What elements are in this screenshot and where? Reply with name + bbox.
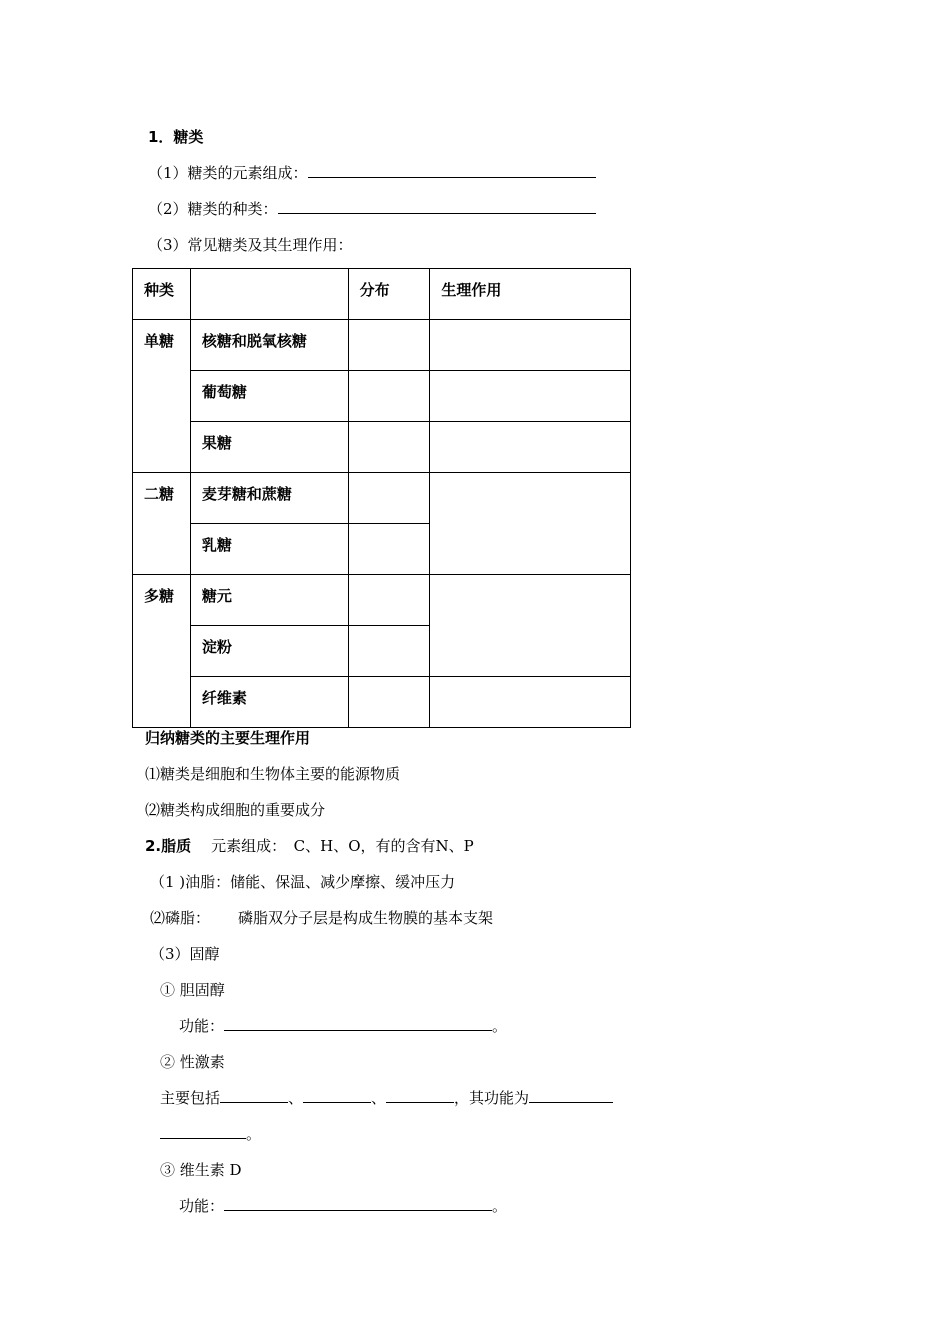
sterol-line: （3）固醇: [150, 945, 220, 963]
category-cell: 多糖: [133, 575, 191, 728]
question-2-text: （2）糖类的种类：: [148, 200, 278, 218]
phospholipid-label: ⑵磷脂：: [150, 909, 211, 927]
item-cell: 纤维素: [190, 677, 348, 728]
answer-blank-cholesterol[interactable]: [224, 1016, 492, 1031]
function-cell[interactable]: [430, 575, 631, 677]
vitamin-d-function: [179, 1196, 507, 1216]
function-is-label: ，其功能为: [454, 1089, 530, 1107]
header-name: [190, 269, 348, 320]
fat-line: （1 )油脂：储能、保温、减少摩擦、缓冲压力: [150, 873, 456, 891]
section-2-line: [145, 836, 474, 856]
function-cell[interactable]: [430, 371, 631, 422]
summary-title: 归纳糖类的主要生理作用: [145, 729, 311, 747]
answer-blank-hormone-3[interactable]: [386, 1088, 454, 1103]
item-cell: 核糖和脱氧核糖: [190, 320, 348, 371]
period: 。: [492, 1017, 508, 1035]
item-cell: 果糖: [190, 422, 348, 473]
function-label: 功能：: [179, 1197, 225, 1215]
sugar-table: [132, 268, 631, 728]
header-function: 生理作用: [430, 269, 631, 320]
table-row: [133, 422, 631, 473]
item-cell: 糖元: [190, 575, 348, 626]
table-row: [133, 677, 631, 728]
header-category: 种类: [133, 269, 191, 320]
distribution-cell[interactable]: [348, 473, 430, 524]
distribution-cell[interactable]: [348, 422, 430, 473]
sex-hormone-continued: [160, 1124, 261, 1144]
distribution-cell[interactable]: [348, 575, 430, 626]
cholesterol-function: [179, 1016, 507, 1036]
answer-blank-1[interactable]: [308, 163, 596, 178]
section-2-title: 2.脂质: [145, 837, 192, 855]
answer-blank-2[interactable]: [278, 199, 596, 214]
phospholipid-text: 磷脂双分子层是构成生物膜的基本支架: [238, 909, 494, 927]
vitamin-d-line: ③ 维生素 D: [160, 1161, 242, 1179]
distribution-cell[interactable]: [348, 677, 430, 728]
function-cell[interactable]: [430, 473, 631, 575]
answer-blank-hormone-function-cont[interactable]: [160, 1124, 246, 1139]
question-1-text: （1）糖类的元素组成：: [148, 164, 308, 182]
item-cell: 麦芽糖和蔗糖: [190, 473, 348, 524]
summary-point-2: ⑵糖类构成细胞的重要成分: [145, 801, 326, 819]
header-distribution: 分布: [348, 269, 430, 320]
category-cell: 单糖: [133, 320, 191, 473]
table-row: [133, 320, 631, 371]
summary-point-1: ⑴糖类是细胞和生物体主要的能源物质: [145, 765, 401, 783]
separator: 、: [288, 1089, 304, 1107]
table-row: [133, 473, 631, 524]
separator: 、: [371, 1089, 387, 1107]
sex-hormone-includes: [160, 1088, 613, 1108]
includes-label: 主要包括: [160, 1089, 221, 1107]
distribution-cell[interactable]: [348, 320, 430, 371]
cholesterol-line: ① 胆固醇: [160, 981, 225, 999]
question-3: （3）常见糖类及其生理作用：: [148, 236, 353, 254]
distribution-cell[interactable]: [348, 371, 430, 422]
table-header-row: [133, 269, 631, 320]
item-cell: 葡萄糖: [190, 371, 348, 422]
sex-hormone-line: ② 性激素: [160, 1053, 225, 1071]
distribution-cell[interactable]: [348, 626, 430, 677]
answer-blank-vitamin-d[interactable]: [224, 1196, 492, 1211]
distribution-cell[interactable]: [348, 524, 430, 575]
phospholipid-line: [150, 908, 493, 928]
category-cell: 二糖: [133, 473, 191, 575]
item-cell: 乳糖: [190, 524, 348, 575]
function-cell[interactable]: [430, 320, 631, 371]
section-1-title: 1．糖类: [148, 128, 204, 146]
function-label: 功能：: [179, 1017, 225, 1035]
item-cell: 淀粉: [190, 626, 348, 677]
period: 。: [492, 1197, 508, 1215]
answer-blank-hormone-2[interactable]: [303, 1088, 371, 1103]
question-1: [148, 163, 596, 183]
answer-blank-hormone-1[interactable]: [220, 1088, 288, 1103]
question-2: [148, 199, 596, 219]
table-row: [133, 371, 631, 422]
function-cell[interactable]: [430, 422, 631, 473]
answer-blank-hormone-function[interactable]: [529, 1088, 613, 1103]
period: 。: [246, 1125, 262, 1143]
function-cell[interactable]: [430, 677, 631, 728]
table-row: [133, 575, 631, 626]
lipid-elements: 元素组成： C、H、O，有的含有N、P: [211, 837, 474, 855]
